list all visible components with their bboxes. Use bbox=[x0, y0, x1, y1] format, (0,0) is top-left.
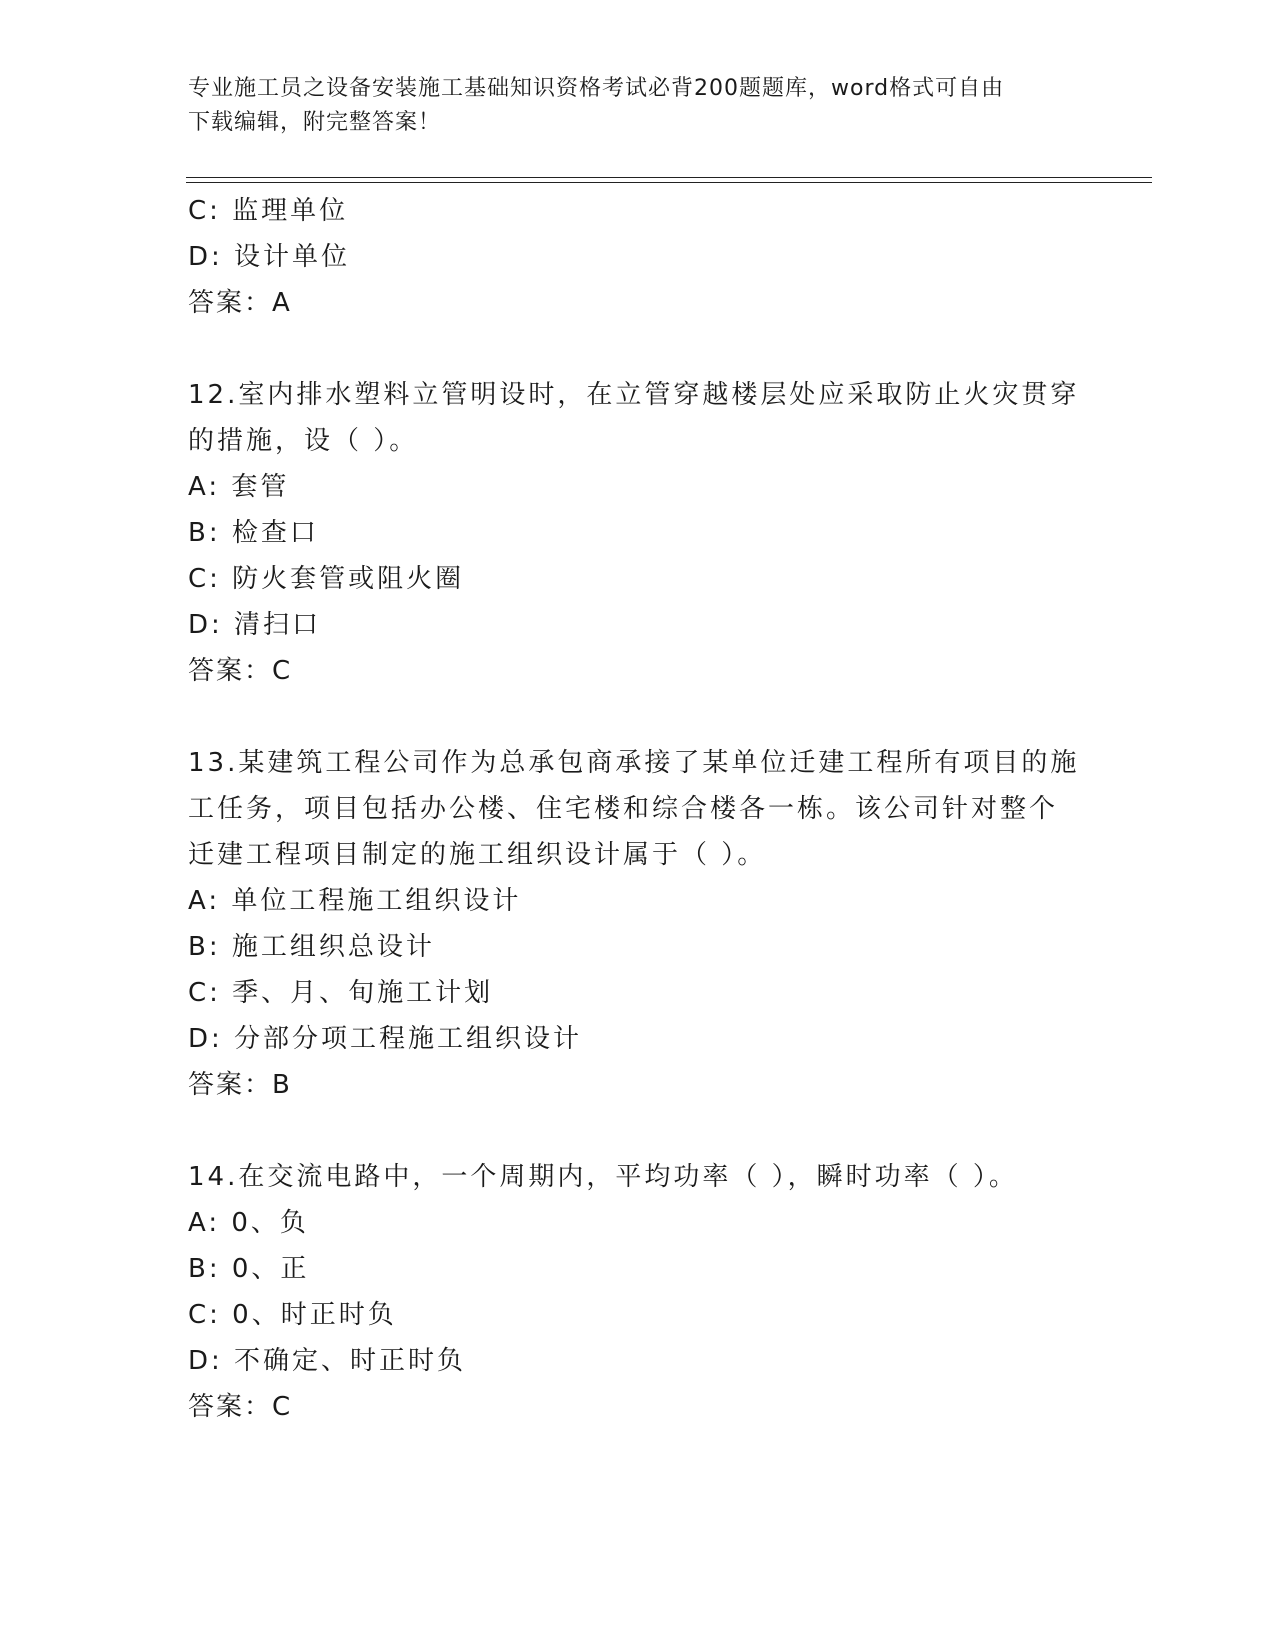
question-block bbox=[188, 188, 1088, 326]
option-d: D: 设计单位 bbox=[188, 242, 351, 272]
option-a: A: 0、负 bbox=[188, 1208, 309, 1238]
option-d: D: 不确定、时正时负 bbox=[188, 1346, 467, 1376]
option-a: A: 套管 bbox=[188, 472, 290, 502]
option-c: C: 防火套管或阻火圈 bbox=[188, 564, 465, 594]
question-block bbox=[188, 372, 1088, 694]
answer-line: 答案：B bbox=[188, 1070, 292, 1100]
question-text-line: 的措施，设（ ）。 bbox=[188, 426, 419, 456]
header-line-1: 专业施工员之设备安装施工基础知识资格考试必背200题题库，word格式可自由 bbox=[188, 76, 1005, 101]
answer-line: 答案：C bbox=[188, 656, 293, 686]
option-a: A: 单位工程施工组织设计 bbox=[188, 886, 522, 916]
option-d: D: 清扫口 bbox=[188, 610, 322, 640]
answer-line: 答案：C bbox=[188, 1392, 293, 1422]
question-text-line: 12.室内排水塑料立管明设时，在立管穿越楼层处应采取防止火灾贯穿 bbox=[188, 380, 1080, 410]
option-b: B: 检查口 bbox=[188, 518, 319, 548]
question-text-line: 迁建工程项目制定的施工组织设计属于（ ）。 bbox=[188, 840, 767, 870]
option-c: C: 季、月、旬施工计划 bbox=[188, 978, 494, 1008]
option-c: C: 监理单位 bbox=[188, 196, 349, 226]
question-text-line: 14.在交流电路中，一个周期内，平均功率（ ），瞬时功率（ ）。 bbox=[188, 1162, 1018, 1192]
option-b: B: 施工组织总设计 bbox=[188, 932, 435, 962]
option-d: D: 分部分项工程施工组织设计 bbox=[188, 1024, 583, 1054]
document-header bbox=[188, 72, 1068, 140]
block-spacer bbox=[188, 694, 1088, 740]
answer-line: 答案：A bbox=[188, 288, 292, 318]
header-divider-top bbox=[186, 177, 1152, 178]
option-b: B: 0、正 bbox=[188, 1254, 310, 1284]
question-text-line: 13.某建筑工程公司作为总承包商承接了某单位迁建工程所有项目的施 bbox=[188, 748, 1080, 778]
question-list bbox=[188, 188, 1088, 1430]
option-c: C: 0、时正时负 bbox=[188, 1300, 397, 1330]
question-block bbox=[188, 1154, 1088, 1430]
question-block bbox=[188, 740, 1088, 1108]
block-spacer bbox=[188, 1108, 1088, 1154]
header-line-2: 下载编辑，附完整答案！ bbox=[188, 110, 442, 135]
header-divider-bottom bbox=[186, 182, 1152, 183]
block-spacer bbox=[188, 326, 1088, 372]
question-text-line: 工任务，项目包括办公楼、住宅楼和综合楼各一栋。该公司针对整个 bbox=[188, 794, 1059, 824]
